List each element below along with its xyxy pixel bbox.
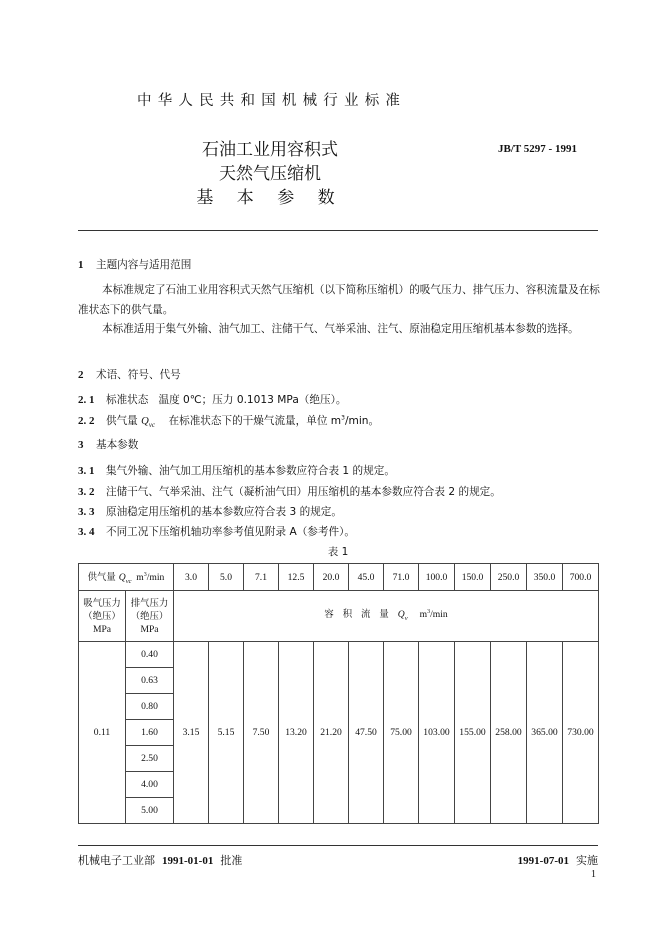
approval-date: 1991-01-01 [162,855,214,867]
clause-text: 集气外输、油气加工用压缩机的基本参数应符合表 1 的规定。 [106,465,395,477]
clause-text: 不同工况下压缩机轴功率参考值见附录 A（参考件）。 [106,526,355,538]
page-number: 1 [591,869,596,880]
supply-row [79,564,599,591]
section-number: 1 [78,259,84,271]
footer-divider [78,845,598,846]
section-1-heading [78,257,191,272]
suction-pressure-header [79,591,126,642]
section-2-heading [78,367,181,382]
clause-text: 原油稳定用压缩机的基本参数应符合表 3 的规定。 [106,506,342,518]
clause-number: 3. 4 [78,526,95,538]
unit-tail: /min。 [344,415,380,427]
title-line-3: 基 本 参 数 [196,188,344,208]
discharge-pressure-value: 5.00 [126,798,174,824]
volume-flow-header [174,591,599,642]
paragraph-scope-2: 本标准适用于集气外输、油气加工、注储干气、气举采油、注气、原油稳定用压缩机基本参数的选择。 [102,323,579,335]
volume-flow-value: 21.20 [314,642,349,824]
discharge-pressure-value: 2.50 [126,746,174,772]
volume-label: 容 积 流 量 [324,609,398,621]
volume-flow-value: 155.00 [455,642,491,824]
section-number: 3 [78,439,84,451]
header-divider [78,230,598,231]
supply-value: 45.0 [349,564,384,591]
supply-unit-sup: 3 [143,571,147,578]
discharge-pressure-header [126,591,174,642]
effective-line [518,852,598,868]
clause-label: 供气量 [106,415,138,427]
suction-label: 吸气压力 [83,597,121,609]
volume-subscript: v [404,615,408,623]
supply-value: 100.0 [419,564,455,591]
discharge-pressure-value: 0.40 [126,642,174,668]
title-line-1: 石油工业用容积式 [202,140,338,160]
supply-value: 250.0 [491,564,527,591]
discharge-pressure-value: 0.63 [126,668,174,694]
section-title: 术语、符号、代号 [96,369,181,381]
unit-superscript: 3 [341,414,345,422]
supply-value: 20.0 [314,564,349,591]
suction-label-unit: MPa [92,623,112,635]
clause-label: 标准状态 [106,394,149,406]
clause-text: 温度 0℃；压力 0.1013 MPa（绝压）。 [158,394,347,406]
approving-body: 机械电子工业部 [78,854,155,867]
suction-pressure-value: 0.11 [79,642,126,824]
issuing-body-line: 中华人民共和国机械行业标准 [137,93,407,109]
discharge-label: 排气压力 [130,597,169,609]
volume-flow-value: 5.15 [209,642,244,824]
supply-value: 700.0 [563,564,599,591]
supply-value: 7.1 [244,564,279,591]
volume-flow-value: 3.15 [174,642,209,824]
symbol-q: Q [141,416,149,427]
supply-value: 71.0 [384,564,419,591]
volume-flow-value: 13.20 [279,642,314,824]
table-caption: 表 1 [327,546,349,558]
section-title: 主题内容与适用范围 [96,259,192,271]
approval-word: 批准 [220,854,243,867]
supply-value: 12.5 [279,564,314,591]
clause-number: 3. 1 [78,465,95,477]
volume-unit-tail: /min [430,609,448,621]
title-line-2: 天然气压缩机 [219,164,321,184]
discharge-label-unit: MPa [140,623,159,635]
volume-flow-value: 47.50 [349,642,384,824]
discharge-label-abs: （绝压） [130,610,169,622]
clause-2-2 [78,413,379,429]
clause-3-3 [78,504,342,519]
section-3-heading [78,437,138,452]
discharge-pressure-value: 0.80 [126,694,174,720]
volume-flow-value: 365.00 [527,642,563,824]
effective-word: 实施 [576,854,598,867]
clause-text: 在标准状态下的干燥气流量，单位 m [168,415,342,427]
discharge-pressure-value: 1.60 [126,720,174,746]
volume-flow-value: 7.50 [244,642,279,824]
clause-text: 注储干气、气举采油、注气（凝析油气田）用压缩机的基本参数应符合表 2 的规定。 [106,486,501,498]
supply-header-cell [79,564,174,591]
supply-unit: m [136,572,144,584]
supply-value: 350.0 [527,564,563,591]
clause-2-1 [78,392,346,407]
volume-unit: m [419,609,428,621]
clause-number: 2. 2 [78,415,95,427]
parameter-table [78,563,599,824]
volume-flow-value: 103.00 [419,642,455,824]
suction-label-abs: （绝压） [83,610,121,622]
section-title: 基本参数 [96,439,139,451]
clause-3-2 [78,484,501,499]
volume-flow-value: 258.00 [491,642,527,824]
supply-value: 3.0 [174,564,209,591]
supply-value: 5.0 [209,564,244,591]
clause-3-1 [78,463,395,478]
volume-flow-value: 75.00 [384,642,419,824]
approval-line [78,852,242,868]
clause-number: 2. 1 [78,394,95,406]
volume-symbol: Q [397,609,405,621]
effective-date: 1991-07-01 [517,855,569,867]
supply-value: 150.0 [455,564,491,591]
clause-number: 3. 3 [78,506,95,518]
volume-unit-sup: 3 [427,609,431,616]
clause-number: 3. 2 [78,486,95,498]
clause-3-4 [78,524,355,539]
pressure-header-row [79,591,599,642]
symbol-subscript: vc [148,421,156,430]
supply-unit-tail: /min [146,572,165,584]
paragraph-scope-1: 本标准规定了石油工业用容积式天然气压缩机（以下简称压缩机）的吸气压力、排气压力、容积流量及在标准状态下的供气量。 [78,284,600,316]
supply-symbol: Q [118,572,126,584]
section-number: 2 [78,369,84,381]
supply-label: 供气量 [87,572,119,584]
supply-subscript: vc [125,577,132,585]
standard-number: JB/T 5297 - 1991 [498,143,577,155]
discharge-pressure-value: 4.00 [126,772,174,798]
volume-flow-value: 730.00 [563,642,599,824]
table-row [79,642,599,668]
